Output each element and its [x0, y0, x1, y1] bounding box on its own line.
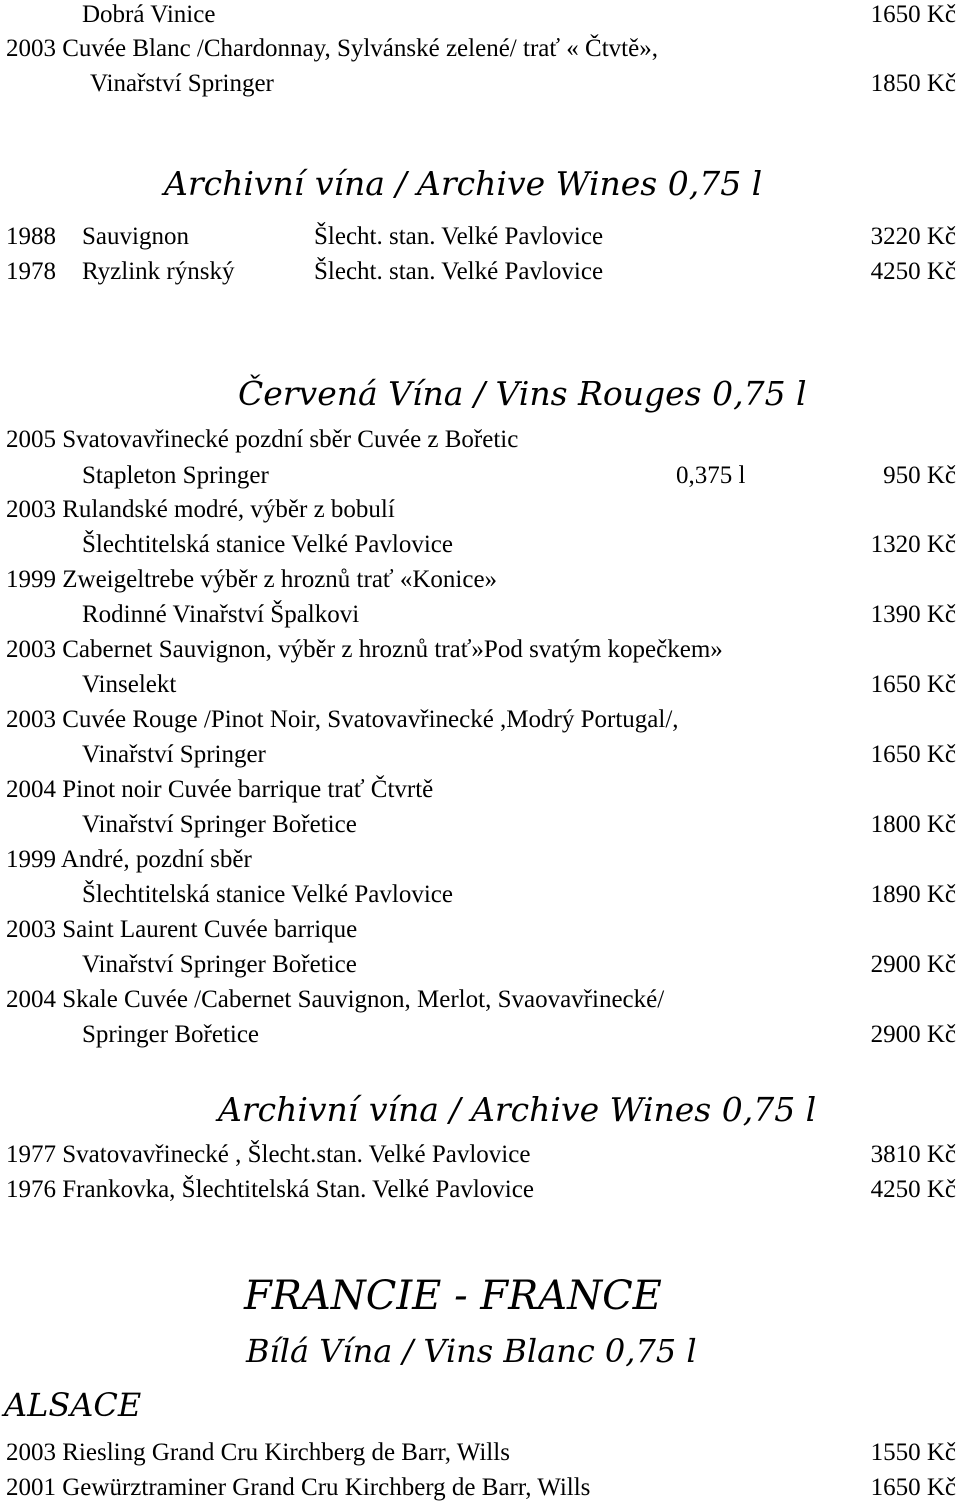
wine-name: 2004 Skale Cuvée /Cabernet Sauvignon, Merlot, Svaovavřinecké/: [6, 986, 665, 1013]
wine-price: 1650 Kč: [870, 1474, 956, 1501]
country-heading: FRANCIE - FRANCE: [244, 1273, 662, 1319]
region-heading: ALSACE: [4, 1386, 142, 1424]
wine-price: 1650 Kč: [870, 741, 956, 768]
wine-price: 1320 Kč: [870, 531, 956, 558]
wine-price: 1800 Kč: [870, 811, 956, 838]
wine-price: 1390 Kč: [870, 601, 956, 628]
wine-name: 1977 Svatovavřinecké , Šlecht.stan. Velké Pavlovice: [6, 1141, 531, 1168]
wine-producer: Vinařství Springer: [82, 741, 266, 768]
wine-price: 1650 Kč: [870, 671, 956, 698]
wine-price: 950 Kč: [883, 462, 956, 489]
wine-name: 2003 Saint Laurent Cuvée barrique: [6, 916, 358, 943]
wine-price: 2900 Kč: [870, 951, 956, 978]
wine-name: 2003 Rulandské modré, výběr z bobulí: [6, 496, 395, 523]
wine-producer: Vinařství Springer Bořetice: [82, 811, 357, 838]
wine-producer: Vinařství Springer: [90, 70, 274, 97]
wine-name: Dobrá Vinice: [82, 1, 216, 28]
wine-price: 2900 Kč: [870, 1021, 956, 1048]
wine-name: 2004 Pinot noir Cuvée barrique trať Čtvrtě: [6, 776, 434, 803]
wine-producer: Vinařství Springer Bořetice: [82, 951, 357, 978]
wine-producer: Stapleton Springer: [82, 462, 269, 489]
wine-price: 1850 Kč: [870, 70, 956, 97]
wine-year: 1988: [6, 223, 56, 250]
wine-name: 2003 Cuvée Blanc /Chardonnay, Sylvánské zelené/ trať « Čtvtě»,: [6, 35, 658, 62]
wine-name: 2003 Cabernet Sauvignon, výběr z hroznů trať»Pod svatým kopečkem»: [6, 636, 723, 663]
wine-name: Sauvignon: [82, 223, 189, 250]
wine-name: 2005 Svatovavřinecké pozdní sběr Cuvée z Bořetic: [6, 426, 519, 453]
wine-producer: Šlechtitelská stanice Velké Pavlovice: [82, 881, 453, 908]
section-heading-archive: Archivní vína / Archive Wines 0,75 l: [164, 164, 763, 203]
wine-price: 4250 Kč: [870, 258, 956, 285]
wine-name: 2001 Gewürztraminer Grand Cru Kirchberg de Barr, Wills: [6, 1474, 591, 1501]
wine-price: 4250 Kč: [870, 1176, 956, 1203]
section-heading-red-wines: Červená Vína / Vins Rouges 0,75 l: [238, 374, 807, 413]
wine-producer: Springer Bořetice: [82, 1021, 260, 1048]
wine-producer: Vinselekt: [82, 671, 177, 698]
wine-name: 1999 André, pozdní sběr: [6, 846, 252, 873]
wine-name: 1976 Frankovka, Šlechtitelská Stan. Velké Pavlovice: [6, 1176, 534, 1203]
wine-year: 1978: [6, 258, 56, 285]
wine-producer: Šlecht. stan. Velké Pavlovice: [314, 258, 604, 285]
wine-price: 3220 Kč: [870, 223, 956, 250]
wine-price: 3810 Kč: [870, 1141, 956, 1168]
wine-name: 2003 Cuvée Rouge /Pinot Noir, Svatovavřinecké ,Modrý Portugal/,: [6, 706, 679, 733]
wine-price: 1550 Kč: [870, 1439, 956, 1466]
wine-volume: 0,375 l: [676, 462, 746, 489]
wine-name: 2003 Riesling Grand Cru Kirchberg de Barr, Wills: [6, 1439, 510, 1466]
wine-producer: Rodinné Vinařství Špalkovi: [82, 601, 360, 628]
wine-price: 1650 Kč: [870, 1, 956, 28]
section-heading-archive: Archivní vína / Archive Wines 0,75 l: [218, 1090, 817, 1129]
wine-name: Ryzlink rýnský: [82, 258, 235, 285]
wine-name: 1999 Zweigeltrebe výběr z hroznů trať «Konice»: [6, 566, 498, 593]
wine-price: 1890 Kč: [870, 881, 956, 908]
wine-producer: Šlecht. stan. Velké Pavlovice: [314, 223, 604, 250]
wine-producer: Šlechtitelská stanice Velké Pavlovice: [82, 531, 453, 558]
section-heading-white-wines: Bílá Vína / Vins Blanc 0,75 l: [246, 1332, 697, 1370]
